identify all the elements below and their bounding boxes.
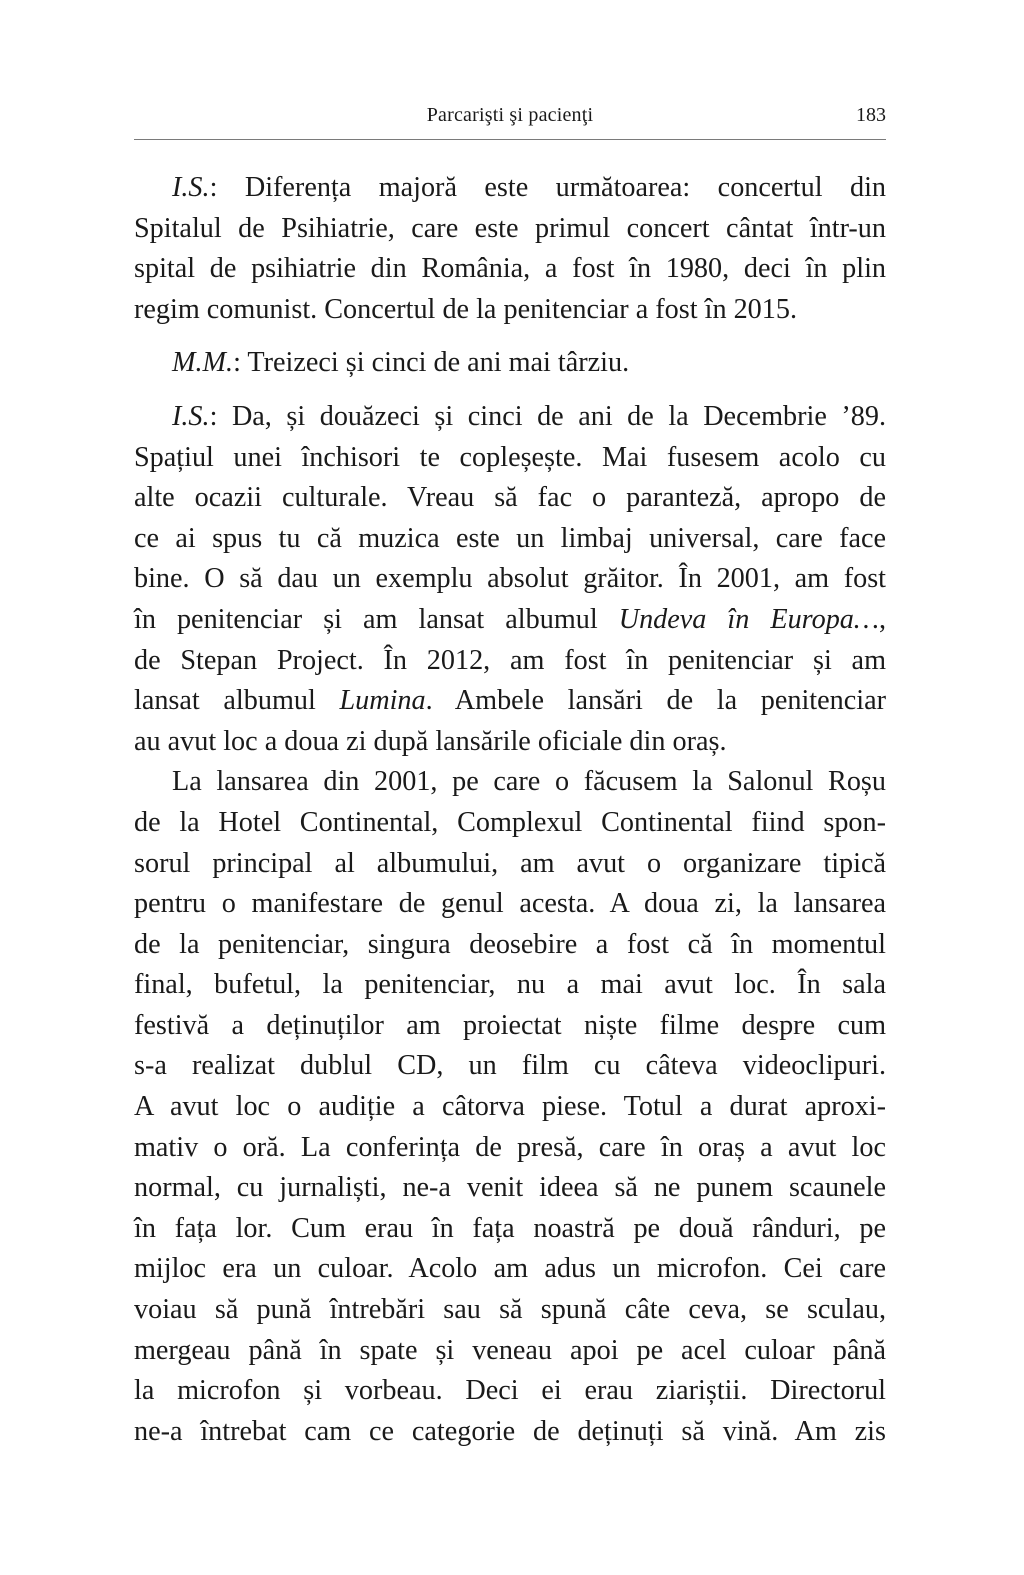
- speaker-label: I.S.: [172, 172, 210, 203]
- text-line: M.M.: Treizeci și cinci de ani mai târziu.: [172, 347, 630, 379]
- text-line: festivă a deținuților am proiectat niște filme despre cum: [134, 1009, 886, 1041]
- text-line: ce ai spus tu că muzica este un limbaj universal, care face: [134, 522, 886, 554]
- album-title: Lumina: [339, 685, 426, 717]
- text-line: regim comunist. Concertul de la penitenciar a fost în 2015.: [134, 293, 798, 325]
- speaker-label: I.S.: [172, 400, 210, 432]
- text-line: A avut loc o audiție a câtorva piese. Totul a durat aproxi-: [134, 1091, 886, 1123]
- text-line: spital de psihiatrie din România, a fost în 1980, deci în plin: [134, 253, 886, 285]
- text-line: normal, cu jurnaliști, ne-a venit ideea să ne punem scaunele: [134, 1172, 886, 1204]
- page-number: 183: [856, 104, 886, 126]
- text-line: de la Hotel Continental, Complexul Continental fiind spon-: [134, 806, 886, 838]
- paragraph: [134, 343, 886, 384]
- text-line: lansat albumul Lumina. Ambele lansări de la penitenciar: [134, 685, 886, 717]
- header-rule: [134, 139, 886, 140]
- text-line: pentru o manifestare de genul acesta. A doua zi, la lansarea: [134, 888, 886, 920]
- album-title: Undeva în Europa…: [618, 603, 879, 635]
- text-line: mativ o oră. La conferința de presă, care în oraș a avut loc: [134, 1131, 886, 1163]
- text-line: I.S.: Da, și douăzeci și cinci de ani de la Decembrie ’89.: [172, 400, 886, 432]
- text-line: voiau să pună întrebări sau să spună câte ceva, se sculau,: [134, 1294, 886, 1326]
- paragraph: [134, 168, 886, 330]
- text-line: de la penitenciar, singura deosebire a fost că în momentul: [134, 928, 886, 960]
- text-line: bine. O să dau un exemplu absolut grăitor. În 2001, am fost: [134, 563, 886, 595]
- text-line: La lansarea din 2001, pe care o făcusem la Salonul Roșu: [172, 766, 886, 798]
- text-line: final, bufetul, la penitenciar, nu a mai avut loc. În sala: [134, 969, 886, 1001]
- paragraph: [134, 762, 886, 1452]
- running-header: [134, 100, 886, 136]
- text-line: de Stepan Project. În 2012, am fost în penitenciar și am: [134, 644, 886, 676]
- text-line: sorul principal al albumului, am avut o organizare tipică: [134, 847, 886, 879]
- text-line: ne-a întrebat cam ce categorie de deținuți să vină. Am zis: [134, 1415, 886, 1447]
- text-line: mergeau până în spate și veneau apoi pe acel culoar până: [134, 1334, 886, 1366]
- text-line: în penitenciar și am lansat albumul Undeva în Europa…,: [134, 603, 886, 635]
- text-line: Spitalul de Psihiatrie, care este primul concert cântat într-un: [134, 212, 886, 244]
- text-line: mijloc era un culoar. Acolo am adus un microfon. Cei care: [134, 1253, 886, 1285]
- text-line: la microfon și vorbeau. Deci ei erau ziariștii. Directorul: [134, 1375, 886, 1407]
- text-line: în fața lor. Cum erau în fața noastră pe două rânduri, pe: [134, 1212, 886, 1244]
- text-line: I.S.: Diferența majoră este următoarea: concertul din: [172, 172, 886, 203]
- text-line: s-a realizat dublul CD, un film cu câteva videoclipuri.: [134, 1050, 886, 1082]
- text-line: Spațiul unei închisori te copleșește. Mai fusesem acolo cu: [134, 441, 886, 473]
- text-line: alte ocazii culturale. Vreau să fac o paranteză, apropo de: [134, 482, 886, 514]
- speaker-label: M.M.: [172, 347, 234, 379]
- text-line: au avut loc a doua zi după lansările oficiale din oraș.: [134, 725, 727, 757]
- body-text: [134, 168, 886, 1452]
- running-title: Parcarişti şi pacienţi: [426, 104, 594, 126]
- paragraph: [134, 397, 886, 762]
